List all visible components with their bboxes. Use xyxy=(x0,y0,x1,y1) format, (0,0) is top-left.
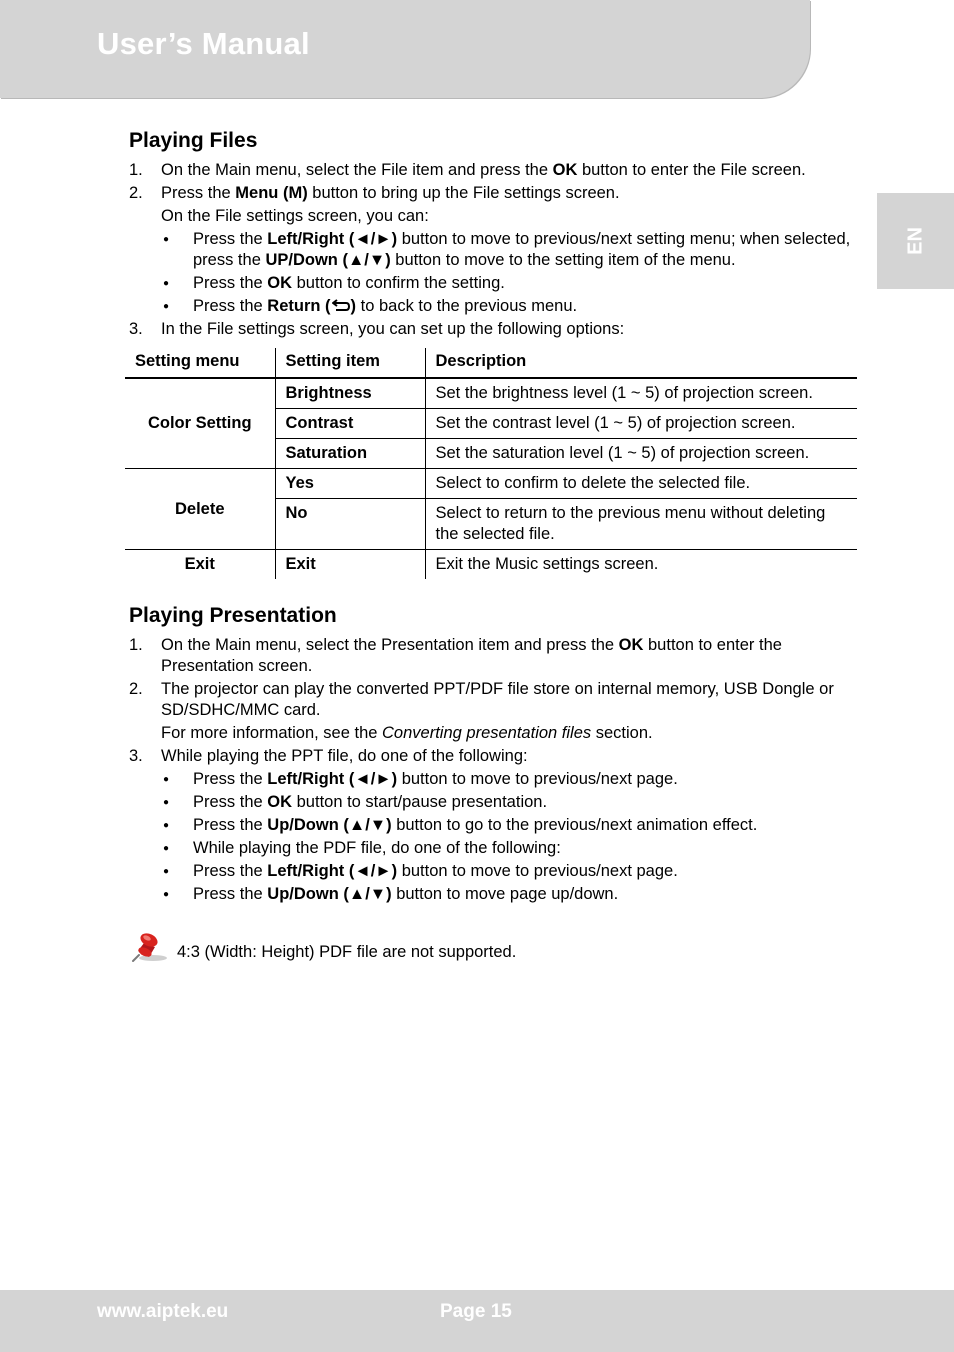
text: Press the xyxy=(193,297,268,315)
text: Press the xyxy=(193,862,268,880)
text-bold: Up/Down (▲/▼) xyxy=(267,816,392,834)
table-row xyxy=(125,469,857,499)
text-bold: Menu (M) xyxy=(235,184,308,202)
text-bold: Return ( xyxy=(267,297,331,315)
bullet-item xyxy=(129,884,857,905)
text-bold: ) xyxy=(350,297,357,315)
description-cell: Select to confirm to delete the selected file. xyxy=(425,469,857,499)
text: to back to the previous menu. xyxy=(356,297,578,315)
text-bold: OK xyxy=(552,161,578,179)
list-item xyxy=(129,319,857,340)
bullet-item xyxy=(129,273,857,294)
setting-item-cell: Brightness xyxy=(275,378,425,409)
bullet-item xyxy=(129,296,857,317)
column-header: Description xyxy=(425,348,857,378)
paragraph: On the File settings screen, you can: xyxy=(161,207,429,225)
list-item xyxy=(129,183,857,204)
text: button to move to previous/next page. xyxy=(397,770,678,788)
text: While playing the PPT file, do one of the following: xyxy=(161,747,528,765)
description-cell: Exit the Music settings screen. xyxy=(425,550,857,580)
page-number: Page 15 xyxy=(440,1301,512,1322)
text: Press the xyxy=(193,816,268,834)
bullet-item xyxy=(129,792,857,813)
file-settings-table xyxy=(125,348,857,579)
text-bold: Left/Right (◄/►) xyxy=(267,770,398,788)
list-number: 2. xyxy=(129,680,143,698)
text: Press the xyxy=(193,885,268,903)
setting-item-cell: No xyxy=(275,499,425,550)
text: button to move to previous/next page. xyxy=(397,862,678,880)
list-item xyxy=(129,746,857,767)
description-cell: Select to return to the previous menu without deleting the selected file. xyxy=(425,499,857,550)
bullet-item xyxy=(129,838,857,859)
list-number: 1. xyxy=(129,161,143,179)
page-content xyxy=(129,128,857,965)
setting-menu-cell: Exit xyxy=(125,550,275,580)
text: Press the xyxy=(193,230,268,248)
section-heading-playing-presentation: Playing Presentation xyxy=(129,604,337,627)
text-bold: OK xyxy=(618,636,644,654)
text: Press the xyxy=(193,770,268,788)
manual-title: User’s Manual xyxy=(97,26,310,61)
note xyxy=(129,931,857,965)
setting-menu-cell: Color Setting xyxy=(125,378,275,469)
text: For more information, see the xyxy=(161,724,383,742)
text: On the Main menu, select the File item and press the xyxy=(161,161,553,179)
text: On the Main menu, select the Presentation item and press the xyxy=(161,636,619,654)
text: The projector can play the converted PPT/PDF file store on internal memory, USB Dongle or SD/SDHC/MMC card. xyxy=(161,680,834,719)
list-item xyxy=(129,160,857,181)
text: button to start/pause presentation. xyxy=(292,793,548,811)
bullet-item xyxy=(129,229,857,271)
text: While playing the PDF file, do one of the following: xyxy=(193,839,561,857)
text: Press the xyxy=(193,274,268,292)
text: In the File settings screen, you can set up the following options: xyxy=(161,320,625,338)
text-bold: OK xyxy=(267,274,293,292)
list-item xyxy=(129,679,857,721)
table-row xyxy=(125,378,857,409)
return-icon xyxy=(331,298,351,312)
description-cell: Set the saturation level (1 ~ 5) of projection screen. xyxy=(425,439,857,469)
text-bold: OK xyxy=(267,793,293,811)
text: button to confirm the setting. xyxy=(292,274,505,292)
description-cell: Set the contrast level (1 ~ 5) of projection screen. xyxy=(425,409,857,439)
list-item xyxy=(129,635,857,677)
list-number: 1. xyxy=(129,636,143,654)
language-label: EN xyxy=(904,227,926,255)
text: button to enter the File screen. xyxy=(577,161,806,179)
list-number: 3. xyxy=(129,747,143,765)
setting-item-cell: Contrast xyxy=(275,409,425,439)
note-text: 4:3 (Width: Height) PDF file are not supported. xyxy=(177,943,517,961)
text: button to go to the previous/next animation effect. xyxy=(391,816,758,834)
text-italic: Converting presentation files xyxy=(382,724,592,742)
list-number: 2. xyxy=(129,184,143,202)
text: button to move page up/down. xyxy=(391,885,619,903)
text: Press the xyxy=(161,184,236,202)
bullet-item xyxy=(129,815,857,836)
list-number: 3. xyxy=(129,320,143,338)
footer-url-link[interactable]: www.aiptek.eu xyxy=(97,1301,229,1322)
text-bold: Left/Right (◄/►) xyxy=(267,230,398,248)
table-row xyxy=(125,550,857,580)
table-header-row xyxy=(125,348,857,378)
pushpin-icon xyxy=(129,931,171,963)
text: button to move to the setting item of the menu. xyxy=(390,251,736,269)
column-header: Setting item xyxy=(275,348,425,378)
description-cell: Set the brightness level (1 ~ 5) of projection screen. xyxy=(435,384,813,402)
section-heading-playing-files: Playing Files xyxy=(129,129,258,152)
bullet-item xyxy=(129,861,857,882)
text: button to bring up the File settings screen. xyxy=(307,184,620,202)
setting-item-cell: Yes xyxy=(275,469,425,499)
paragraph xyxy=(129,723,857,744)
setting-item-cell: Saturation xyxy=(275,439,425,469)
text-bold: UP/Down (▲/▼) xyxy=(265,251,391,269)
text: button to enter the Presentation screen. xyxy=(161,636,782,675)
text: section. xyxy=(591,724,653,742)
text: button to move to previous/next setting menu; when selected, press the xyxy=(193,230,851,269)
setting-item-cell: Exit xyxy=(275,550,425,580)
bullet-item xyxy=(129,769,857,790)
text-bold: Up/Down (▲/▼) xyxy=(267,885,392,903)
setting-menu-cell: Delete xyxy=(125,469,275,550)
column-header: Setting menu xyxy=(125,348,275,378)
text-bold: Left/Right (◄/►) xyxy=(267,862,398,880)
language-tab xyxy=(877,193,954,289)
text: Press the xyxy=(193,793,268,811)
